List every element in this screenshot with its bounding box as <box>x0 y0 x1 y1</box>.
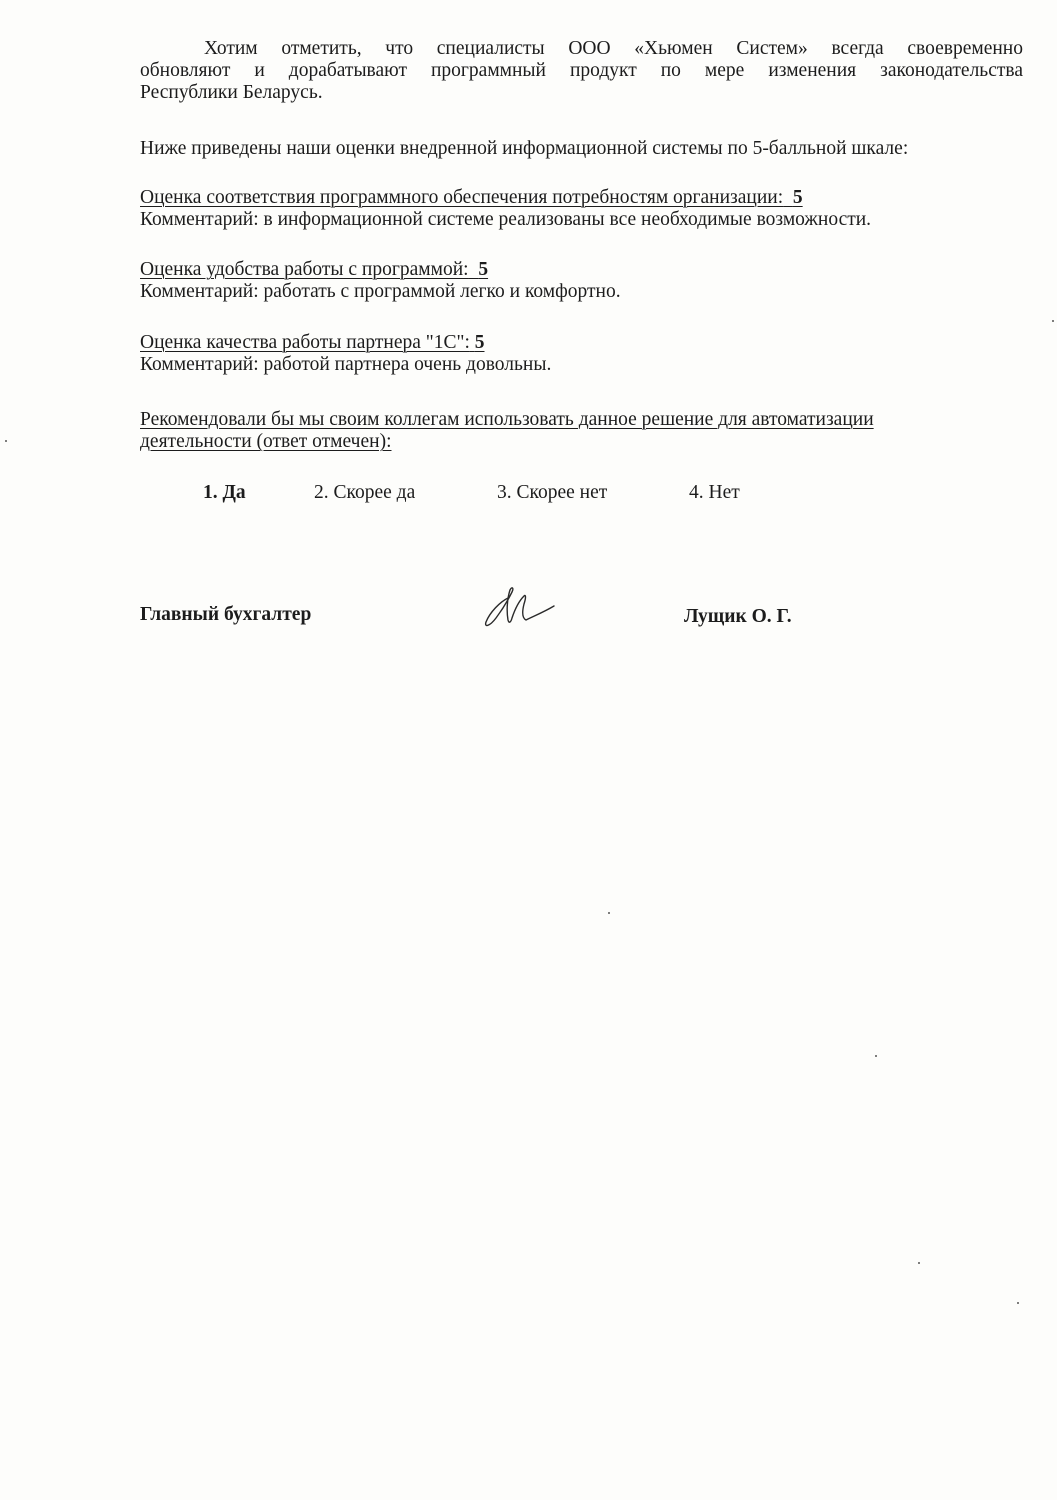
speck <box>1052 320 1054 322</box>
intro-line-3: Республики Беларусь. <box>140 82 323 103</box>
rating-comment: Комментарий: работой партнера очень довольны. <box>140 354 552 375</box>
ratings-note: Ниже приведены наши оценки внедренной информационной системы по 5-балльной шкале: <box>140 138 909 159</box>
speck <box>875 1055 877 1057</box>
rating-score: 5 <box>478 259 489 280</box>
rating-label: Оценка удобства работы с программой: <box>140 259 469 280</box>
rating-heading <box>140 187 1023 209</box>
rating-score: 5 <box>474 332 485 353</box>
rating-comment: Комментарий: работать с программой легко и комфортно. <box>140 281 621 302</box>
signatory-name: Лущик О. Г. <box>684 606 792 627</box>
rating-block-partner-quality <box>140 332 1023 376</box>
intro-line-2: обновляют и дорабатывают программный продукт по мере изменения законодательства <box>140 60 1023 81</box>
handwritten-signature <box>478 580 558 640</box>
recommendation-question <box>140 409 1023 453</box>
option-yes-selected: 1. Да <box>203 482 246 503</box>
speck <box>5 440 7 442</box>
intro-line-1: Хотим отметить, что специалисты ООО «Хьюмен Систем» всегда своевременно <box>204 38 1023 59</box>
rating-block-usability <box>140 259 1023 303</box>
rating-comment: Комментарий: в информационной системе реализованы все необходимые возможности. <box>140 209 872 230</box>
option-rather-yes: 2. Скорее да <box>314 482 416 503</box>
rating-label: Оценка соответствия программного обеспечения потребностям организации: <box>140 187 784 208</box>
rating-block-software-fit <box>140 187 1023 231</box>
intro-paragraph <box>140 38 1023 104</box>
speck <box>918 1262 920 1264</box>
recommendation-options <box>0 482 1057 506</box>
recommendation-line-2: деятельности (ответ отмечен): <box>140 431 392 452</box>
recommendation-line-1: Рекомендовали бы мы своим коллегам использовать данное решение для автоматизации <box>140 409 874 430</box>
option-rather-no: 3. Скорее нет <box>497 482 608 503</box>
rating-score: 5 <box>792 187 803 208</box>
rating-heading <box>140 332 1023 354</box>
speck <box>608 912 610 914</box>
rating-heading <box>140 259 1023 281</box>
signatory-title: Главный бухгалтер <box>140 604 312 625</box>
rating-label: Оценка качества работы партнера "1С": <box>140 332 470 353</box>
option-no: 4. Нет <box>689 482 740 503</box>
speck <box>1017 1302 1019 1304</box>
